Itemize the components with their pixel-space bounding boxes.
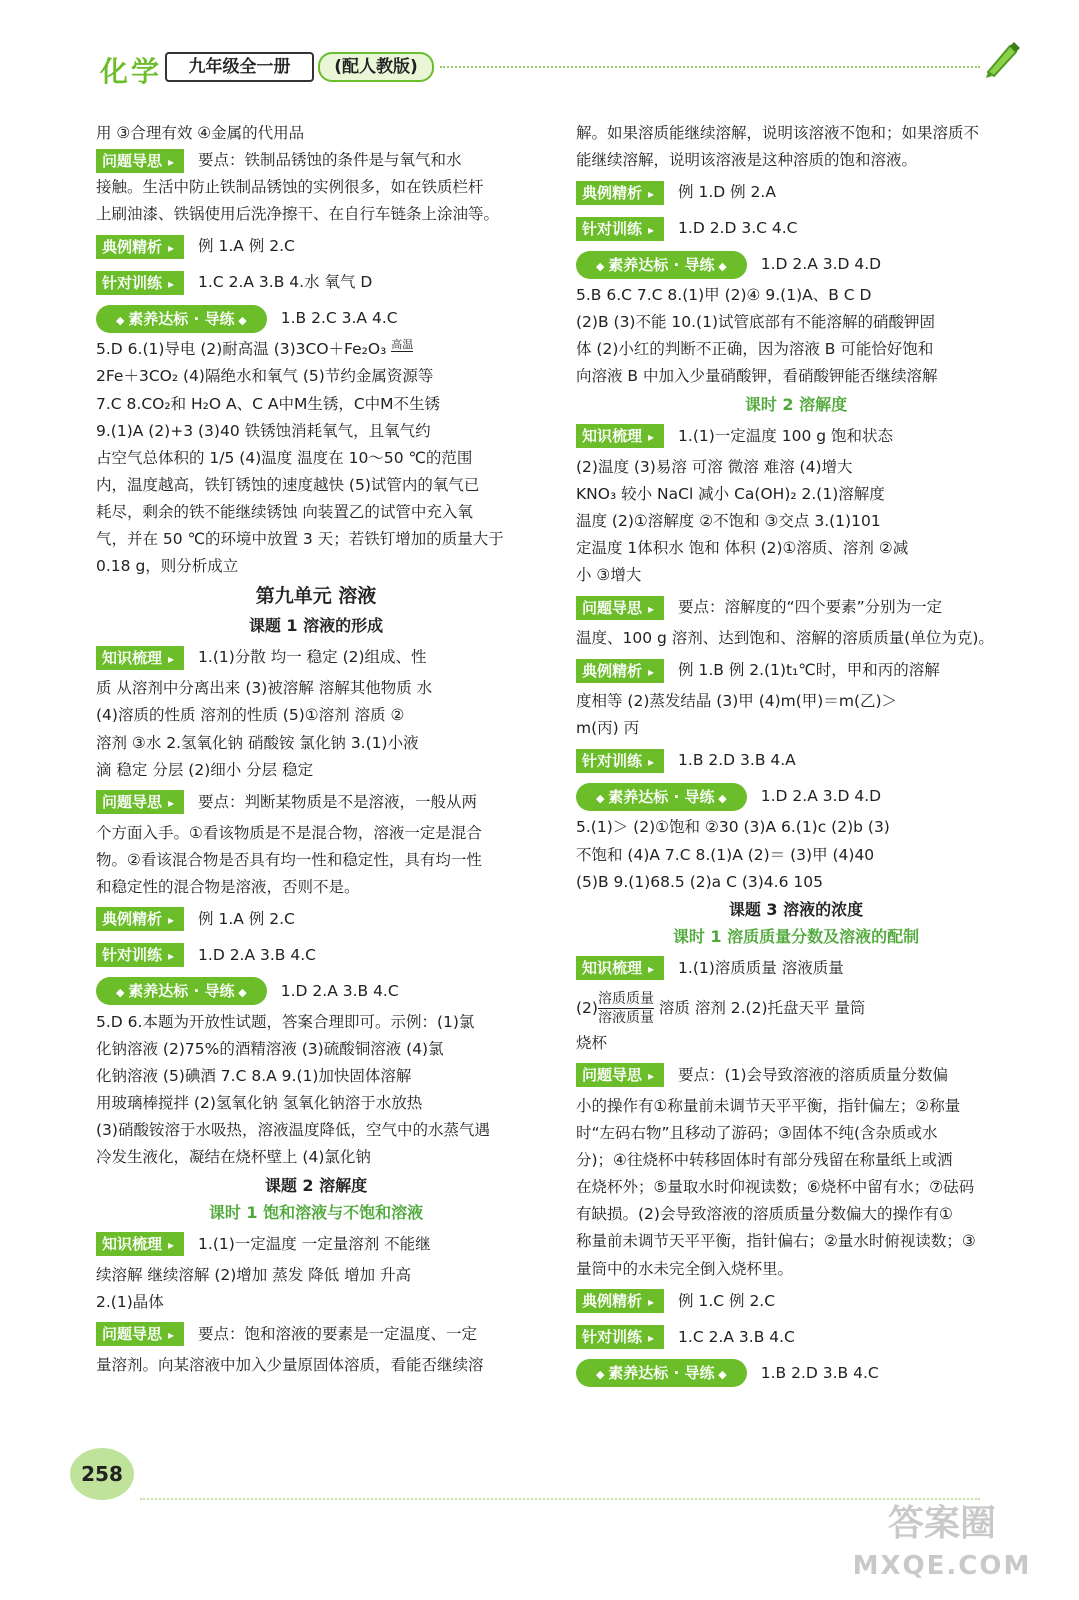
text-line: 7.C 8.CO₂和 H₂O A、C A中M生锈，C中M不生锈 xyxy=(96,394,441,413)
text-line: 接触。生活中防止铁制品锈蚀的实例很多，如在铁质栏杆 xyxy=(96,178,484,197)
period-title: 课时 2 溶解度 xyxy=(744,394,848,414)
answer-line: 1.B 2.C 3.A 4.C xyxy=(280,309,398,328)
text-line: 时“左码右物”且移动了游码；③固体不纯(含杂质或水 xyxy=(576,1124,938,1143)
answer-line: 例 1.A 例 2.C xyxy=(198,909,295,928)
section-tag-example: 典例精析 ▸ xyxy=(96,907,184,931)
section-tag-practice: 针对训练 ▸ xyxy=(96,943,184,967)
period-title: 课时 1 饱和溶液与不饱和溶液 xyxy=(208,1202,424,1222)
text-line: 不饱和 (4)A 7.C 8.(1)A (2)＝ (3)甲 (4)40 xyxy=(576,845,875,864)
text-line: 9.(1)A (2)+3 (3)40 铁锈蚀消耗氧气，且氧气约 xyxy=(96,421,431,440)
section-pill-competency: ◆ 素养达标 · 导练 ◆ xyxy=(96,305,267,333)
text-line: 化钠溶液 (2)75%的酒精溶液 (3)硫酸铜溶液 (4)氯 xyxy=(96,1040,444,1059)
answer-line: 1.D 2.A 3.D 4.D xyxy=(760,787,882,806)
section-tag-practice: 针对训练 ▸ xyxy=(576,749,664,773)
section-tag-question-guide: 问题导思 ▸ xyxy=(576,596,664,620)
section-tag-example: 典例精析 ▸ xyxy=(576,1289,664,1313)
text-line: 度相等 (2)蒸发结晶 (3)甲 (4)m(甲)＝m(乙)＞ xyxy=(576,692,898,711)
section-tag-question-guide: 问题导思 ▸ xyxy=(96,790,184,814)
text-line: 5.B 6.C 7.C 8.(1)甲 (2)④ 9.(1)A、B C D xyxy=(576,286,872,305)
fraction-denominator: 溶液质量 xyxy=(597,1009,654,1026)
lesson-title: 课题 1 溶液的形成 xyxy=(248,616,384,636)
text-line: (3)硝酸铵溶于水吸热，溶液温度降低，空气中的水蒸气遇 xyxy=(96,1121,490,1140)
text-line: (4)溶质的性质 溶剂的性质 (5)①溶剂 溶质 ② xyxy=(96,706,405,725)
section-tag-example: 典例精析 ▸ xyxy=(96,235,184,259)
text-line: 续溶解 继续溶解 (2)增加 蒸发 降低 增加 升高 xyxy=(96,1265,412,1284)
text-line: 要点：判断某物质是不是溶液，一般从两 xyxy=(198,792,478,811)
section-tag-example: 典例精析 ▸ xyxy=(576,181,664,205)
period-title: 课时 1 溶质质量分数及溶液的配制 xyxy=(672,926,920,946)
text-line: 滴 稳定 分层 (2)细小 分层 稳定 xyxy=(96,760,314,779)
text-line: 质 从溶剂中分离出来 (3)被溶解 溶解其他物质 水 xyxy=(96,679,433,698)
answer-line: 例 1.A 例 2.C xyxy=(198,237,295,256)
text-line: 溶剂 ③水 2.氢氧化钠 硝酸铵 氯化钠 3.(1)小液 xyxy=(96,733,419,752)
text-line: 能继续溶解，说明该溶液是这种溶质的饱和溶液。 xyxy=(576,151,918,170)
header-divider xyxy=(440,66,980,68)
text-line: 例 1.B 例 2.(1)t₁℃时，甲和丙的溶解 xyxy=(678,661,940,680)
text-line: 溶质 溶剂 2.(2)托盘天平 量筒 xyxy=(658,998,866,1017)
text-line: 5.D 6.(1)导电 (2)耐高温 (3)3CO＋Fe₂O₃ xyxy=(96,340,387,359)
text-line: 向溶液 B 中加入少量硝酸钾，看硝酸钾能否继续溶解 xyxy=(576,367,938,386)
reaction-condition: 高温 xyxy=(391,338,414,352)
text-line: 1.(1)分散 均一 稳定 (2)组成、性 xyxy=(198,648,427,667)
text-line: 烧杯 xyxy=(576,1033,608,1052)
text-line: 有缺损。(2)会导致溶液的溶质质量分数偏大的操作有① xyxy=(576,1205,953,1224)
grade-label: 九年级全一册 xyxy=(165,52,314,82)
answer-line: 1.C 2.A 3.B 4.水 氧气 D xyxy=(198,273,373,292)
right-column xyxy=(576,120,1016,1391)
edition-label: (配人教版) xyxy=(318,52,434,82)
text-line: 1.(1)溶质质量 溶液质量 xyxy=(678,958,844,977)
section-tag-knowledge: 知识梳理 ▸ xyxy=(576,424,664,448)
text-line: 要点：铁制品锈蚀的条件是与氧气和水 xyxy=(198,151,462,170)
answer-line: 1.B 2.D 3.B 4.C xyxy=(760,1363,879,1382)
pen-icon xyxy=(980,36,1024,80)
watermark-logo xyxy=(842,1500,1042,1590)
mass-fraction-formula xyxy=(598,990,654,1027)
lesson-title: 课题 3 溶液的浓度 xyxy=(728,899,864,919)
fraction-numerator: 溶质质量 xyxy=(597,990,654,1007)
text-line: 2.(1)晶体 xyxy=(96,1292,164,1311)
text-line: (2)温度 (3)易溶 可溶 微溶 难溶 (4)增大 xyxy=(576,457,853,476)
answer-line: 1.D 2.A 3.B 4.C xyxy=(198,945,316,964)
page-number: 258 xyxy=(70,1448,134,1500)
text-line: 温度 (2)①溶解度 ②不饱和 ③交点 3.(1)101 xyxy=(576,511,881,530)
page-header xyxy=(0,0,1079,110)
text-line: 温度、100 g 溶剂、达到饱和、溶解的溶质质量(单位为克)。 xyxy=(576,629,994,648)
text-line: KNO₃ 较小 NaCl 减小 Ca(OH)₂ 2.(1)溶解度 xyxy=(576,484,885,503)
text-line: 占空气总体积的 1/5 (4)温度 温度在 10～50 ℃的范围 xyxy=(96,448,473,467)
answer-line: 例 1.D 例 2.A xyxy=(678,183,776,202)
text-line: 0.18 g，则分析成立 xyxy=(96,557,239,576)
section-tag-knowledge: 知识梳理 ▸ xyxy=(96,1232,184,1256)
text-line: 用 ③合理有效 ④金属的代用品 xyxy=(96,124,305,142)
section-tag-knowledge: 知识梳理 ▸ xyxy=(576,956,664,980)
text-line: 要点：溶解度的“四个要素”分别为一定 xyxy=(678,598,943,617)
text-line: 物。②看该混合物是否具有均一性和稳定性，具有均一性 xyxy=(96,850,482,869)
left-column xyxy=(96,120,536,1379)
text-line: 5.D 6.本题为开放性试题，答案合理即可。示例：(1)氯 xyxy=(96,1012,475,1031)
text-line: 分)；④往烧杯中转移固体时有部分残留在称量纸上或洒 xyxy=(576,1151,953,1170)
text-line: 要点：(1)会导致溶液的溶质质量分数偏 xyxy=(678,1065,949,1084)
text-line: 内，温度越高，铁钉锈蚀的速度越快 (5)试管内的氧气已 xyxy=(96,475,480,494)
answer-line: 1.D 2.A 3.B 4.C xyxy=(280,981,399,1000)
text-line: 量筒中的水未完全倒入烧杯里。 xyxy=(576,1259,794,1278)
section-tag-practice: 针对训练 ▸ xyxy=(96,271,184,295)
section-tag-practice: 针对训练 ▸ xyxy=(576,1325,664,1349)
text-line: 和稳定性的混合物是溶液，否则不是。 xyxy=(96,877,360,896)
section-pill-competency: ◆ 素养达标 · 导练 ◆ xyxy=(576,251,747,279)
text-line: 用玻璃棒搅拌 (2)氢氧化钠 氢氧化钠溶于水放热 xyxy=(96,1094,423,1113)
text-line: 上刷油漆、铁锅使用后洗净擦干、在自行车链条上涂油等。 xyxy=(96,205,500,224)
text-line: 小的操作有①称量前未调节天平平衡，指针偏左；②称量 xyxy=(576,1096,961,1115)
text-line: 量溶剂。向某溶液中加入少量原固体溶质，看能否继续溶 xyxy=(96,1355,484,1374)
text-line: 化钠溶液 (5)碘酒 7.C 8.A 9.(1)加快固体溶解 xyxy=(96,1067,412,1086)
section-tag-practice: 针对训练 ▸ xyxy=(576,217,664,241)
text-line: 要点：饱和溶液的要素是一定温度、一定 xyxy=(198,1324,478,1343)
text-line: 体 (2)小红的判断不正确，因为溶液 B 可能恰好饱和 xyxy=(576,340,934,359)
answer-line: 例 1.C 例 2.C xyxy=(678,1291,776,1310)
lesson-title: 课题 2 溶解度 xyxy=(264,1175,368,1195)
unit-title: 第九单元 溶液 xyxy=(255,585,377,608)
text-line: 小 ③增大 xyxy=(576,566,642,585)
text-line: 1.(1)一定温度 100 g 饱和状态 xyxy=(678,426,893,445)
text-line: 耗尽，剩余的铁不能继续锈蚀 向装置乙的试管中充入氧 xyxy=(96,502,473,521)
subject-title: 化学 xyxy=(100,55,163,88)
text-line: 在烧杯外；⑤量取水时仰视读数；⑥烧杯中留有水；⑦砝码 xyxy=(576,1178,975,1197)
section-pill-competency: ◆ 素养达标 · 导练 ◆ xyxy=(576,1359,747,1387)
text-fragment: (2) xyxy=(576,998,598,1017)
text-line: (2)B (3)不能 10.(1)试管底部有不能溶解的硝酸钾固 xyxy=(576,313,936,332)
text-line: m(丙) 丙 xyxy=(576,719,640,738)
text-line: 1.(1)一定温度 一定量溶剂 不能继 xyxy=(198,1234,431,1253)
section-tag-question-guide: 问题导思 ▸ xyxy=(576,1063,664,1087)
watermark-url: MXQE.COM xyxy=(852,1551,1032,1581)
text-line: 解。如果溶质能继续溶解，说明该溶液不饱和；如果溶质不 xyxy=(576,124,980,142)
text-line: 定温度 1体积水 饱和 体积 (2)①溶质、溶剂 ②减 xyxy=(576,538,909,557)
text-line: 个方面入手。①看该物质是不是混合物，溶液一定是混合 xyxy=(96,823,482,842)
text-line: 冷发生液化，凝结在烧杯壁上 (4)氯化钠 xyxy=(96,1148,371,1167)
answer-line: 1.C 2.A 3.B 4.C xyxy=(678,1327,795,1346)
text-line: 5.(1)＞ (2)①饱和 ②30 (3)A 6.(1)c (2)b (3) xyxy=(576,818,890,837)
text-line: 2Fe＋3CO₂ (4)隔绝水和氧气 (5)节约金属资源等 xyxy=(96,367,434,386)
section-pill-competency: ◆ 素养达标 · 导练 ◆ xyxy=(576,783,747,811)
section-pill-competency: ◆ 素养达标 · 导练 ◆ xyxy=(96,977,267,1005)
section-tag-knowledge: 知识梳理 ▸ xyxy=(96,646,184,670)
section-tag-example: 典例精析 ▸ xyxy=(576,659,664,683)
section-tag-question-guide: 问题导思 ▸ xyxy=(96,1322,184,1346)
answer-line: 1.D 2.A 3.D 4.D xyxy=(760,255,882,274)
text-line: 称量前未调节天平平衡，指针偏右；②量水时俯视读数；③ xyxy=(576,1232,976,1251)
text-line: (5)B 9.(1)68.5 (2)a C (3)4.6 105 xyxy=(576,872,823,891)
text-line: 气，并在 50 ℃的环境中放置 3 天；若铁钉增加的质量大于 xyxy=(96,530,504,549)
answer-line: 1.B 2.D 3.B 4.A xyxy=(678,751,796,770)
answer-line: 1.D 2.D 3.C 4.C xyxy=(678,219,798,238)
watermark-text: 答案圈 xyxy=(887,1503,996,1544)
section-tag-question-guide: 问题导思 ▸ xyxy=(96,149,184,173)
